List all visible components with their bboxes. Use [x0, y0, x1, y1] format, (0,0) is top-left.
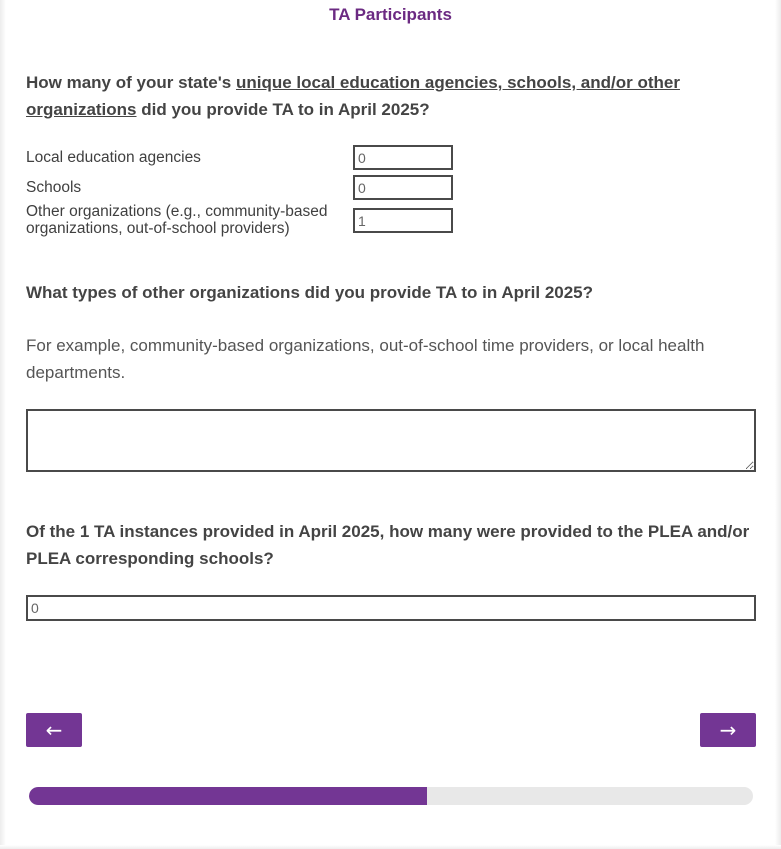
schools-count-input[interactable]: [353, 175, 453, 200]
next-button[interactable]: →: [700, 713, 756, 747]
left-edge-shadow: [0, 0, 6, 849]
question-underlined-phrase: unique local education agencies, schools, and/or other organizations: [26, 73, 680, 119]
lea-label: Local education agencies: [26, 149, 201, 166]
right-edge-shadow: [775, 0, 781, 849]
question-prefix: How many of your state's: [26, 73, 236, 92]
question-unique-organizations: [26, 69, 756, 123]
question-other-organization-types: What types of other organizations did you provide TA to in April 2025?: [26, 283, 594, 302]
progress-bar-fill: [29, 787, 427, 805]
page-title: TA Participants: [329, 5, 452, 24]
other-organization-types-textarea[interactable]: [26, 409, 756, 472]
other-organizations-label: Other organizations (e.g., community-based organizations, out-of-school providers): [26, 203, 328, 237]
question-plea-instances: Of the 1 TA instances provided in April 2025, how many were provided to the PLEA and/or PLEA corresponding schools?: [26, 522, 750, 568]
bottom-edge-shadow: [0, 845, 781, 849]
question-suffix: did you provide TA to in April 2025?: [136, 100, 430, 119]
schools-label: Schools: [26, 179, 82, 196]
lea-count-input[interactable]: [353, 145, 453, 170]
question-helper-text: For example, community-based organizations, out-of-school time providers, or local health departments.: [26, 336, 705, 382]
previous-button[interactable]: ←: [26, 713, 82, 747]
plea-instances-input[interactable]: [26, 595, 756, 621]
other-organizations-count-input[interactable]: [353, 208, 453, 233]
progress-bar: [29, 787, 753, 805]
